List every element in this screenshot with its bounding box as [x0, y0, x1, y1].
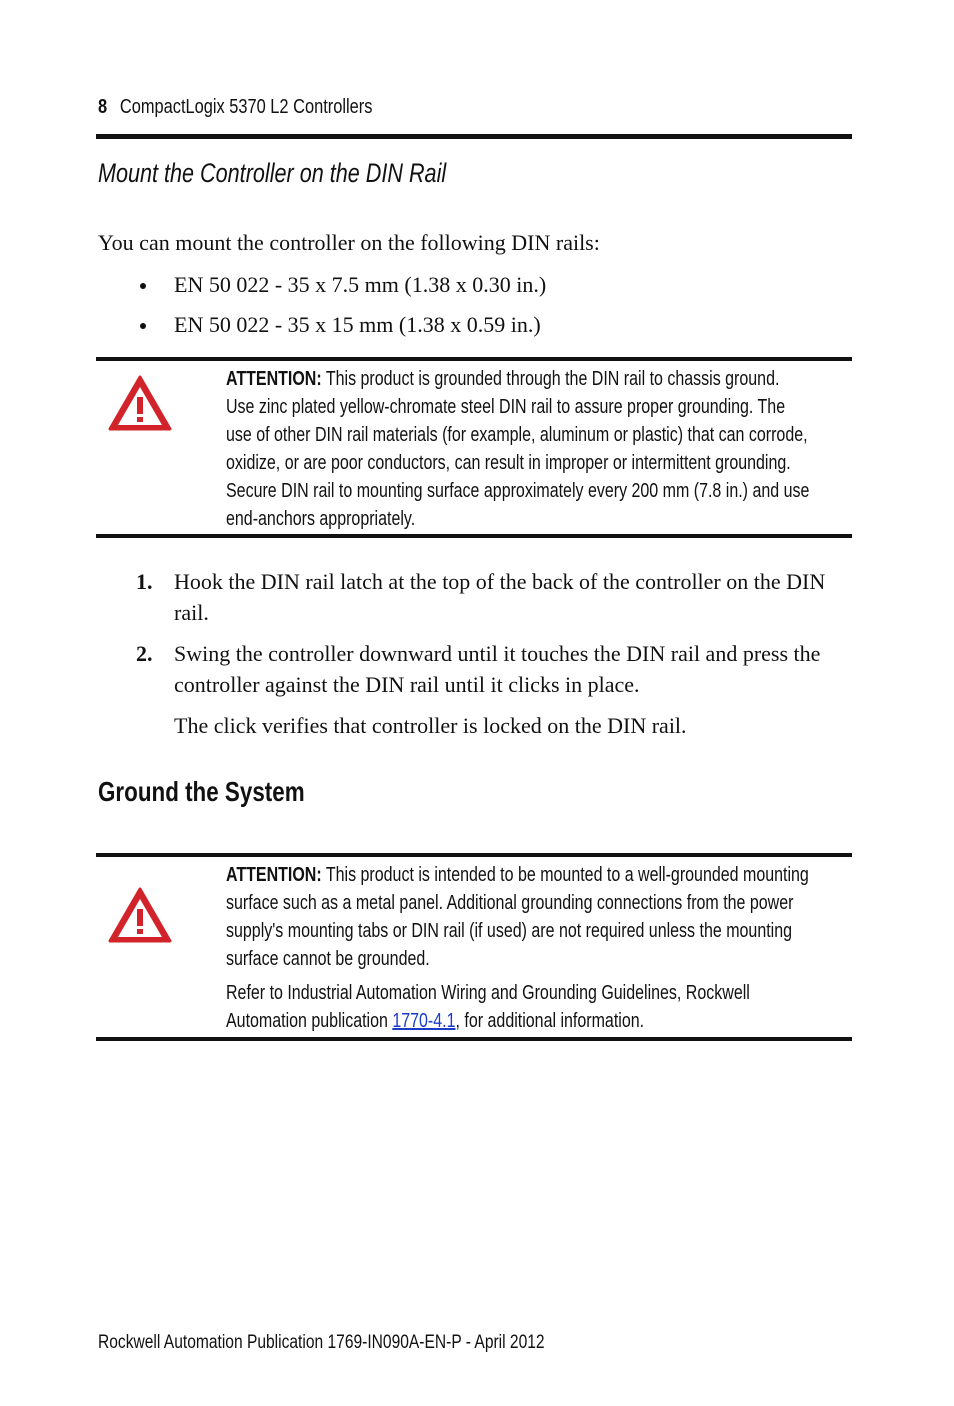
mount-intro: You can mount the controller on the following DIN rails: — [98, 230, 600, 255]
bullet-icon — [140, 323, 146, 329]
refer-paragraph: Refer to Industrial Automation Wiring and Grounding Guidelines, Rockwell Automation publication 1770-4.1, for additional information. — [226, 982, 750, 1032]
attention-text — [226, 861, 810, 1035]
warning-triangle-icon — [106, 373, 174, 433]
step-item — [98, 638, 838, 700]
page-number: 8 — [98, 96, 108, 118]
step-item — [98, 566, 838, 628]
bullet-icon — [140, 283, 146, 289]
header-rule — [96, 134, 852, 139]
attention-text — [226, 365, 810, 533]
page-header — [98, 96, 372, 119]
attention-label: ATTENTION: — [226, 368, 322, 390]
step-number: 2. — [136, 641, 153, 666]
warning-triangle-icon — [106, 885, 174, 945]
step-note: The click verifies that controller is locked on the DIN rail. — [174, 713, 687, 738]
step-text: Swing the controller downward until it touches the DIN rail and press the controller against the DIN rail until it clicks in place. — [174, 641, 821, 697]
attention-label: ATTENTION: — [226, 864, 322, 886]
ground-section-heading: Ground the System — [98, 776, 305, 807]
attention-body: This product is intended to be mounted to a well-grounded mounting surface such as a metal panel. Additional grounding connections from the power supply's mounting tabs or DIN rail (if used) are not required unless the mounting surface cannot be grounded. — [226, 864, 809, 970]
header-title: CompactLogix 5370 L2 Controllers — [119, 96, 373, 118]
publication-link[interactable]: 1770-4.1 — [392, 1010, 456, 1032]
attention-box-din-rail — [96, 357, 852, 538]
attention-box-grounding — [96, 853, 852, 1041]
attention-body: This product is grounded through the DIN rail to chassis ground. Use zinc plated yellow-chromate steel DIN rail to assure proper grounding. The use of other DIN rail materials (for example, aluminum or plastic) that can corrode, oxidize, or are poor conductors, can result in improper or intermittent grounding. Secure DIN rail to mounting surface approximately every 200 mm (7.8 in.) and use end-anchors appropriately. — [226, 368, 810, 530]
step-text: Hook the DIN rail latch at the top of the back of the controller on the DIN rail. — [174, 569, 826, 625]
mount-steps — [98, 566, 838, 741]
mount-section-heading: Mount the Controller on the DIN Rail — [98, 158, 447, 188]
page-footer: Rockwell Automation Publication 1769-IN090A-EN-P - April 2012 — [98, 1332, 545, 1353]
step-number: 1. — [136, 569, 153, 594]
